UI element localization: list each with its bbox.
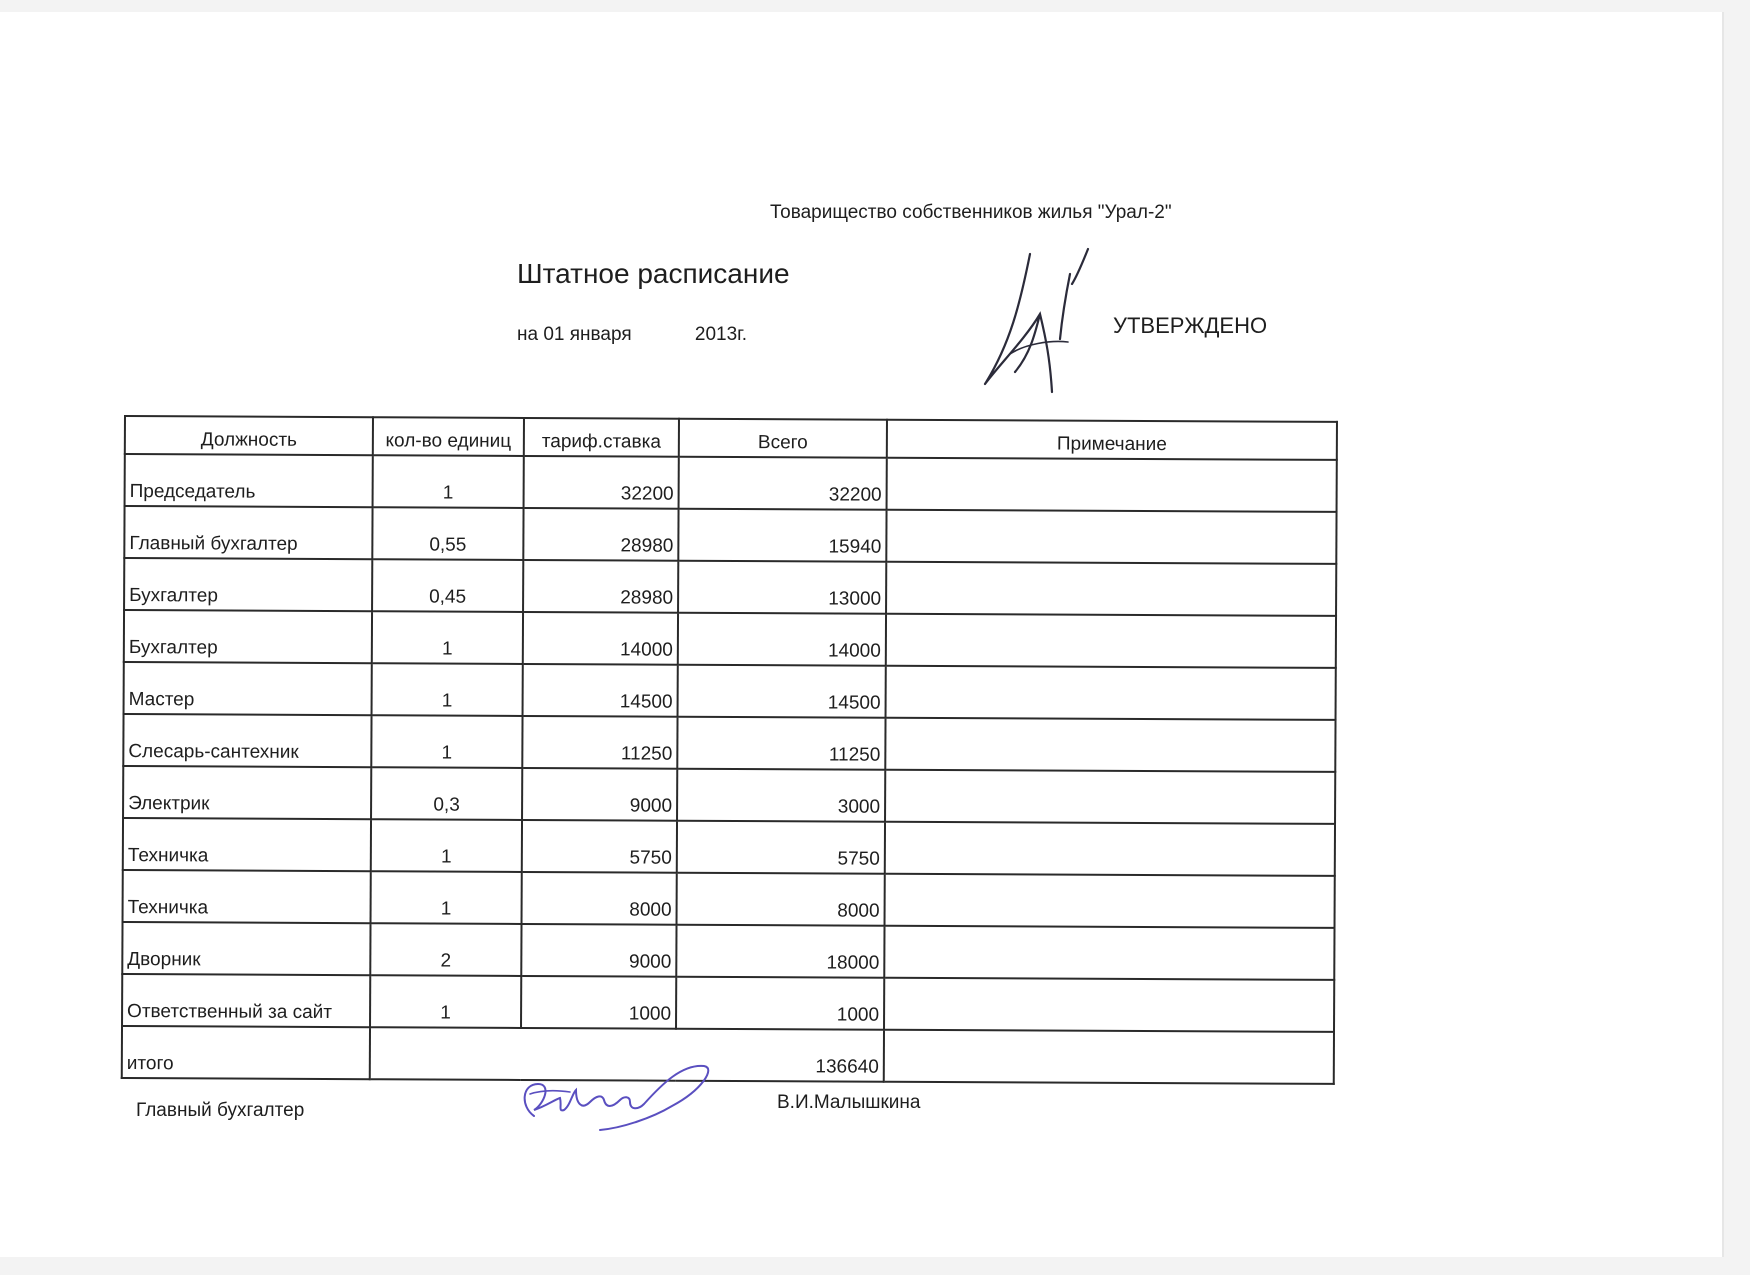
position-cell: Ответственный за сайт — [122, 974, 370, 1027]
note-cell — [885, 822, 1335, 876]
director-signature — [980, 244, 1120, 394]
total-cell: 32200 — [679, 457, 887, 510]
approval-stamp-text: УТВЕРЖДЕНО — [1113, 313, 1268, 338]
table-row — [122, 974, 1334, 1032]
rate-cell: 28980 — [523, 508, 678, 561]
table-row — [123, 714, 1335, 772]
grand-total-cell: 136640 — [370, 1027, 884, 1082]
total-cell: 14500 — [678, 665, 886, 718]
table-row — [123, 870, 1335, 928]
position-cell: Бухгалтер — [124, 610, 372, 663]
rate-cell: 8000 — [522, 872, 677, 925]
position-cell: Слесарь-сантехник — [123, 714, 371, 767]
note-cell — [885, 874, 1335, 928]
chief-accountant-name: В.И.Малышкина — [777, 1092, 921, 1113]
units-cell: 1 — [371, 715, 522, 768]
total-cell: 18000 — [676, 925, 884, 978]
note-cell — [885, 718, 1335, 772]
table-row — [123, 818, 1335, 876]
table-row — [124, 558, 1336, 616]
total-cell: 15940 — [678, 509, 886, 562]
units-cell: 1 — [370, 975, 521, 1028]
rate-cell: 9000 — [522, 768, 677, 821]
column-header-position: Должность — [125, 416, 373, 455]
note-cell — [884, 926, 1334, 980]
table-row — [124, 610, 1336, 668]
units-cell: 1 — [373, 455, 524, 508]
table-row — [124, 506, 1336, 564]
accountant-signature — [512, 1054, 712, 1134]
chief-accountant-label: Главный бухгалтер — [136, 1100, 305, 1121]
units-cell: 1 — [371, 819, 522, 872]
position-cell: Электрик — [123, 766, 371, 819]
note-cell — [886, 562, 1336, 616]
units-cell: 0,55 — [372, 507, 523, 560]
position-cell: Бухгалтер — [124, 558, 372, 611]
total-cell: 11250 — [677, 717, 885, 770]
table-header-row — [125, 416, 1337, 460]
note-cell — [886, 666, 1336, 720]
table-row — [122, 922, 1334, 980]
units-cell: 1 — [372, 663, 523, 716]
total-cell: 8000 — [677, 873, 885, 926]
table-row — [125, 454, 1337, 512]
note-cell — [884, 978, 1334, 1032]
rate-cell: 28980 — [523, 560, 678, 613]
column-header-total: Всего — [679, 419, 887, 458]
position-cell: Председатель — [125, 454, 373, 507]
column-header-rate: тариф.ставка — [524, 418, 679, 457]
position-cell: Главный бухгалтер — [124, 506, 372, 559]
position-cell: Техничка — [123, 818, 371, 871]
units-cell: 0,3 — [371, 767, 522, 820]
total-note-cell — [884, 1030, 1334, 1084]
total-cell: 5750 — [677, 821, 885, 874]
units-cell: 1 — [371, 871, 522, 924]
note-cell — [887, 458, 1337, 512]
rate-cell: 9000 — [521, 924, 676, 977]
date-year: 2013г. — [694, 324, 748, 345]
organization-name: Товарищество собственников жилья "Урал-2" — [770, 202, 1172, 223]
date-line — [517, 324, 747, 346]
total-cell: 3000 — [677, 769, 885, 822]
total-cell: 13000 — [678, 561, 886, 614]
position-cell: Мастер — [124, 662, 372, 715]
document-title: Штатное расписание — [517, 258, 790, 289]
rate-cell: 14000 — [523, 612, 678, 665]
column-header-units: кол-во единиц — [373, 417, 524, 456]
table-row — [124, 662, 1336, 720]
note-cell — [885, 770, 1335, 824]
position-cell: Дворник — [122, 922, 370, 975]
date-prefix: на 01 января — [517, 324, 632, 345]
document-sheet — [0, 12, 1722, 1257]
staff-schedule-table — [121, 415, 1338, 1085]
units-cell: 1 — [372, 611, 523, 664]
total-cell: 1000 — [676, 977, 884, 1030]
column-header-note: Примечание — [887, 420, 1337, 460]
position-cell: Техничка — [123, 870, 371, 923]
note-cell — [886, 614, 1336, 668]
note-cell — [886, 510, 1336, 564]
rate-cell: 14500 — [523, 664, 678, 717]
table-row — [123, 766, 1335, 824]
rate-cell: 11250 — [522, 716, 677, 769]
total-cell: 14000 — [678, 613, 886, 666]
units-cell: 0,45 — [372, 559, 523, 612]
total-label-cell: итого — [122, 1026, 370, 1079]
rate-cell: 1000 — [521, 976, 676, 1029]
table-total-row — [122, 1026, 1334, 1084]
rate-cell: 32200 — [524, 456, 679, 509]
units-cell: 2 — [370, 923, 521, 976]
rate-cell: 5750 — [522, 820, 677, 873]
